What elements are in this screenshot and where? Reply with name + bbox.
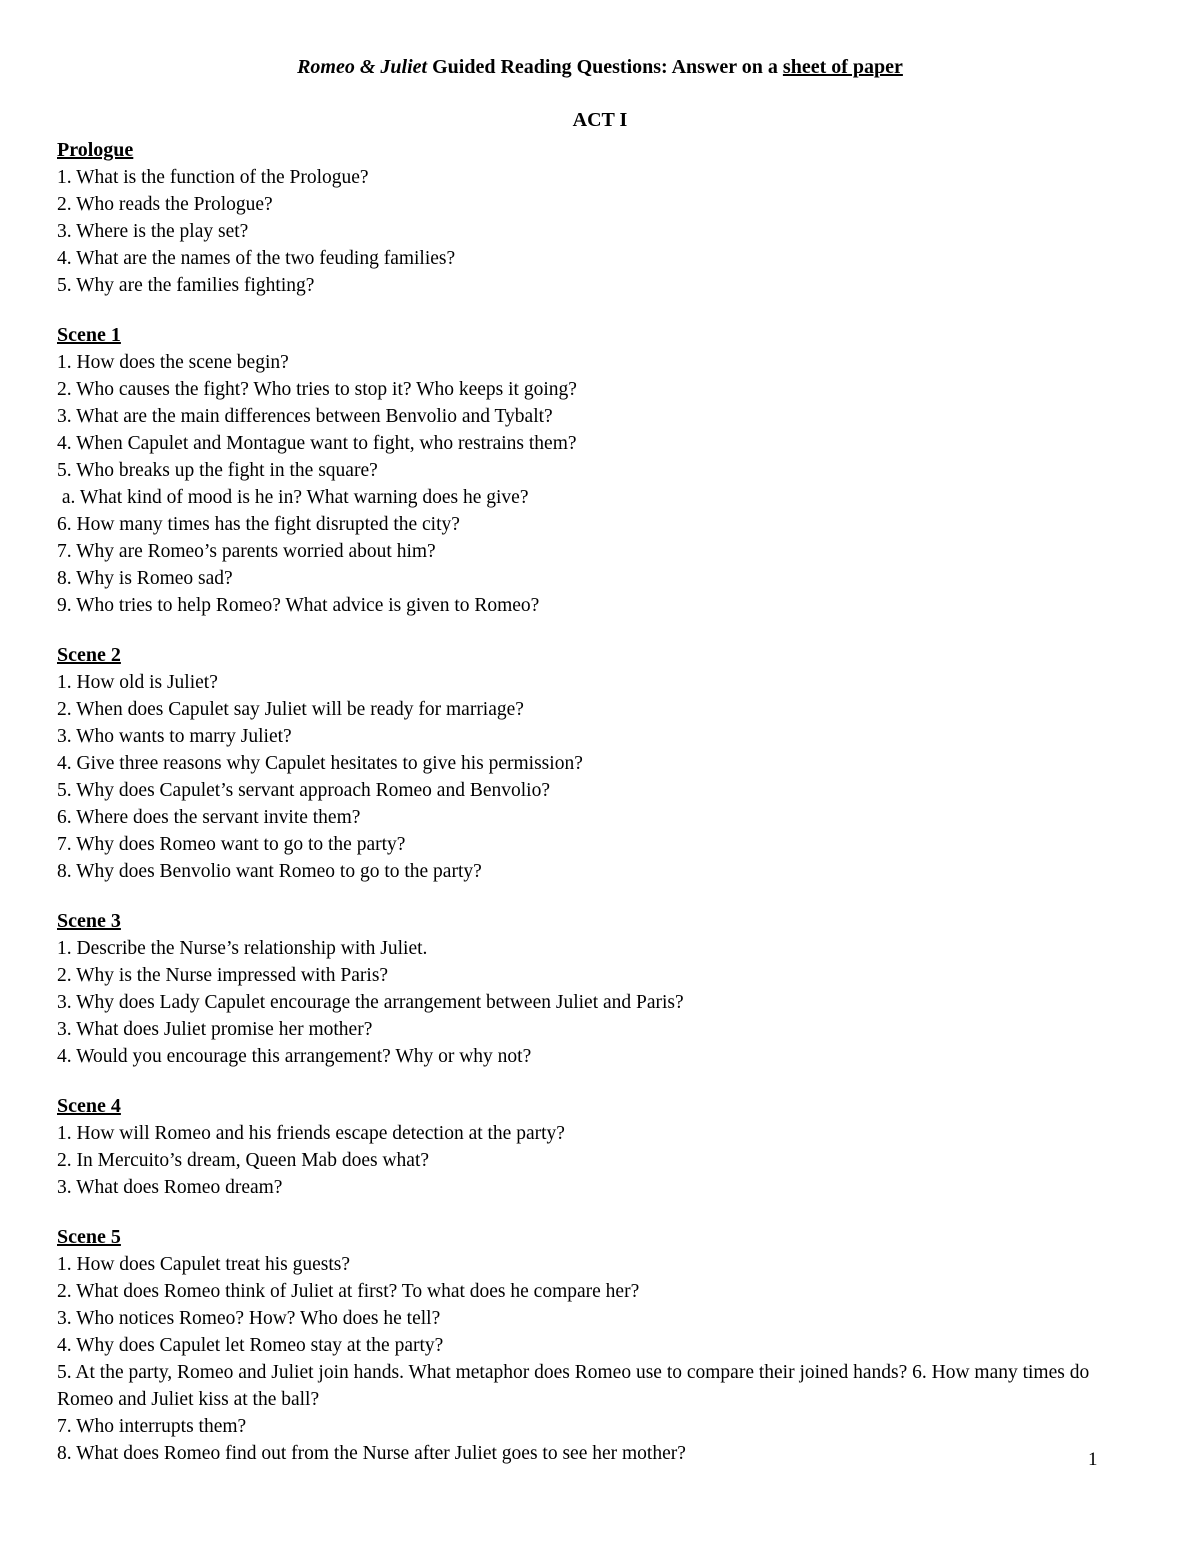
question-line: 1. How does Capulet treat his guests? [57,1254,350,1275]
question-line: 4. Give three reasons why Capulet hesitates to give his permission? [57,753,583,774]
question-line: 2. When does Capulet say Juliet will be ready for marriage? [57,699,524,720]
question-line: 7. Who interrupts them? [57,1416,247,1437]
question-line: 5. Who breaks up the fight in the square? [57,460,378,481]
question-section [57,1224,1143,1467]
title-book-name: Romeo & Juliet [297,56,428,78]
question-line: 5. At the party, Romeo and Juliet join hands. What metaphor does Romeo use to compare their joined hands? 6. How many times do Romeo and Juliet kiss at the ball? [57,1362,1095,1410]
question-line: 4. Would you encourage this arrangement? Why or why not? [57,1046,532,1067]
page-number: 1 [1088,1449,1098,1470]
question-line: 2. Who reads the Prologue? [57,194,273,215]
question-line: 7. Why does Romeo want to go to the party? [57,834,406,855]
section-heading: Scene 1 [57,324,121,346]
question-line: 1. What is the function of the Prologue? [57,167,369,188]
question-line: 9. Who tries to help Romeo? What advice is given to Romeo? [57,595,540,616]
question-line: 7. Why are Romeo’s parents worried about him? [57,541,436,562]
section-items [57,349,1143,619]
question-section [57,322,1143,619]
question-line: 3. Why does Lady Capulet encourage the arrangement between Juliet and Paris? [57,992,684,1013]
question-section [57,1093,1143,1201]
question-line: 4. What are the names of the two feuding families? [57,248,456,269]
title-underlined-text: sheet of paper [782,56,903,78]
question-line: 1. How old is Juliet? [57,672,218,693]
section-heading: Prologue [57,139,134,161]
question-line: 1. How does the scene begin? [57,352,289,373]
section-items [57,669,1143,885]
question-line: 3. What does Juliet promise her mother? [57,1019,373,1040]
question-line: 1. How will Romeo and his friends escape detection at the party? [57,1123,565,1144]
question-line: 4. When Capulet and Montague want to fight, who restrains them? [57,433,577,454]
question-line: 1. Describe the Nurse’s relationship with Juliet. [57,938,428,959]
act-heading: ACT I [572,109,628,131]
question-line: 2. In Mercuito’s dream, Queen Mab does what? [57,1150,430,1171]
question-line: 8. What does Romeo find out from the Nurse after Juliet goes to see her mother? [57,1443,686,1464]
question-line: 5. Why does Capulet’s servant approach Romeo and Benvolio? [57,780,550,801]
question-section [57,137,1143,299]
question-line: 4. Why does Capulet let Romeo stay at the party? [57,1335,444,1356]
section-items [57,1251,1143,1467]
section-heading: Scene 2 [57,644,121,666]
section-items [57,935,1143,1070]
question-line: 2. Why is the Nurse impressed with Paris? [57,965,389,986]
question-line: 3. Where is the play set? [57,221,249,242]
section-heading: Scene 5 [57,1226,121,1248]
question-line: 8. Why is Romeo sad? [57,568,233,589]
question-section [57,642,1143,885]
section-heading: Scene 4 [57,1095,121,1117]
section-heading: Scene 3 [57,910,121,932]
question-line: 5. Why are the families fighting? [57,275,315,296]
question-line: 6. Where does the servant invite them? [57,807,361,828]
question-line: 3. Who notices Romeo? How? Who does he tell? [57,1308,441,1329]
document-title [57,54,1143,81]
question-line: 3. What does Romeo dream? [57,1177,283,1198]
question-section [57,908,1143,1070]
question-line: a. What kind of mood is he in? What warning does he give? [57,487,529,508]
question-line: 2. What does Romeo think of Juliet at first? To what does he compare her? [57,1281,640,1302]
question-line: 3. What are the main differences between Benvolio and Tybalt? [57,406,553,427]
question-line: 6. How many times has the fight disrupted the city? [57,514,460,535]
title-main-text: Guided Reading Questions: Answer on a [427,56,783,78]
section-items [57,164,1143,299]
sections-container [57,137,1143,1467]
section-items [57,1120,1143,1201]
question-line: 3. Who wants to marry Juliet? [57,726,292,747]
question-line: 8. Why does Benvolio want Romeo to go to the party? [57,861,482,882]
question-line: 2. Who causes the fight? Who tries to stop it? Who keeps it going? [57,379,577,400]
